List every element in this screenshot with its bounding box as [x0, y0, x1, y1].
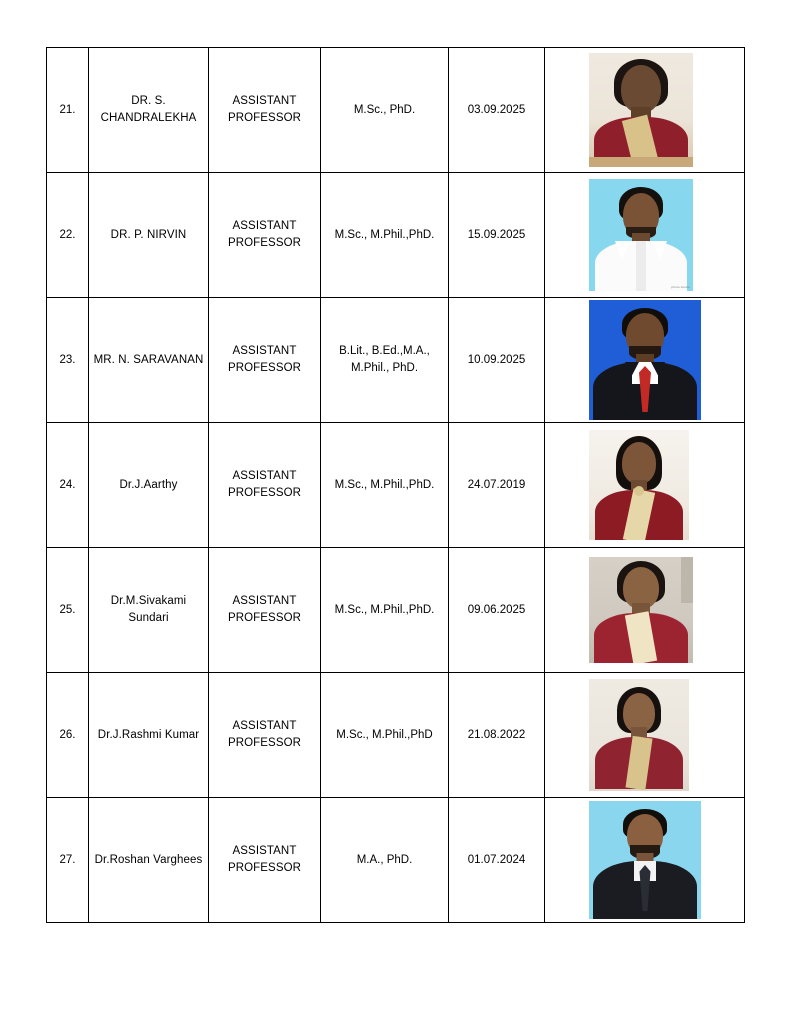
portrait-photo-rashmi-kumar [589, 679, 689, 791]
row-date-of-joining: 21.08.2022 [449, 673, 545, 798]
row-faculty-name: Dr.J.Aarthy [89, 423, 209, 548]
row-photo-cell [545, 423, 745, 548]
row-serial-number: 25. [47, 548, 89, 673]
row-serial-number: 27. [47, 798, 89, 923]
row-serial-number: 24. [47, 423, 89, 548]
row-qualification: M.Sc., PhD. [321, 48, 449, 173]
row-photo-cell [545, 173, 745, 298]
row-faculty-name: DR. S. CHANDRALEKHA [89, 48, 209, 173]
row-serial-number: 21. [47, 48, 89, 173]
row-qualification: B.Lit., B.Ed.,M.A., M.Phil., PhD. [321, 298, 449, 423]
row-designation: ASSISTANT PROFESSOR [209, 673, 321, 798]
table-row [47, 423, 745, 548]
table-row [47, 298, 745, 423]
table-row [47, 173, 745, 298]
row-faculty-name: DR. P. NIRVIN [89, 173, 209, 298]
row-date-of-joining: 10.09.2025 [449, 298, 545, 423]
table-row [47, 673, 745, 798]
table-row [47, 48, 745, 173]
row-photo-cell [545, 673, 745, 798]
row-date-of-joining: 03.09.2025 [449, 48, 545, 173]
row-date-of-joining: 09.06.2025 [449, 548, 545, 673]
portrait-photo-chandralekha [589, 53, 693, 167]
row-date-of-joining: 01.07.2024 [449, 798, 545, 923]
row-photo-cell [545, 48, 745, 173]
row-qualification: M.Sc., M.Phil.,PhD [321, 673, 449, 798]
row-photo-cell [545, 798, 745, 923]
table-row [47, 548, 745, 673]
row-designation: ASSISTANT PROFESSOR [209, 173, 321, 298]
row-designation: ASSISTANT PROFESSOR [209, 423, 321, 548]
row-date-of-joining: 15.09.2025 [449, 173, 545, 298]
row-photo-cell [545, 298, 745, 423]
portrait-photo-nirvin [589, 179, 693, 291]
portrait-photo-aarthy [589, 430, 689, 540]
row-serial-number: 23. [47, 298, 89, 423]
row-designation: ASSISTANT PROFESSOR [209, 798, 321, 923]
row-qualification: M.A., PhD. [321, 798, 449, 923]
portrait-photo-sivakami-sundari [589, 557, 693, 663]
row-designation: ASSISTANT PROFESSOR [209, 48, 321, 173]
row-serial-number: 26. [47, 673, 89, 798]
photo-watermark: photo studio [671, 284, 690, 289]
row-faculty-name: Dr.Roshan Varghees [89, 798, 209, 923]
row-faculty-name: Dr.M.Sivakami Sundari [89, 548, 209, 673]
faculty-table [46, 47, 745, 923]
portrait-photo-roshan-varghees [589, 801, 701, 919]
row-qualification: M.Sc., M.Phil.,PhD. [321, 173, 449, 298]
row-date-of-joining: 24.07.2019 [449, 423, 545, 548]
row-serial-number: 22. [47, 173, 89, 298]
row-designation: ASSISTANT PROFESSOR [209, 298, 321, 423]
row-qualification: M.Sc., M.Phil.,PhD. [321, 423, 449, 548]
portrait-photo-saravanan [589, 300, 701, 420]
row-faculty-name: Dr.J.Rashmi Kumar [89, 673, 209, 798]
table-row [47, 798, 745, 923]
row-qualification: M.Sc., M.Phil.,PhD. [321, 548, 449, 673]
row-faculty-name: MR. N. SARAVANAN [89, 298, 209, 423]
row-photo-cell [545, 548, 745, 673]
row-designation: ASSISTANT PROFESSOR [209, 548, 321, 673]
